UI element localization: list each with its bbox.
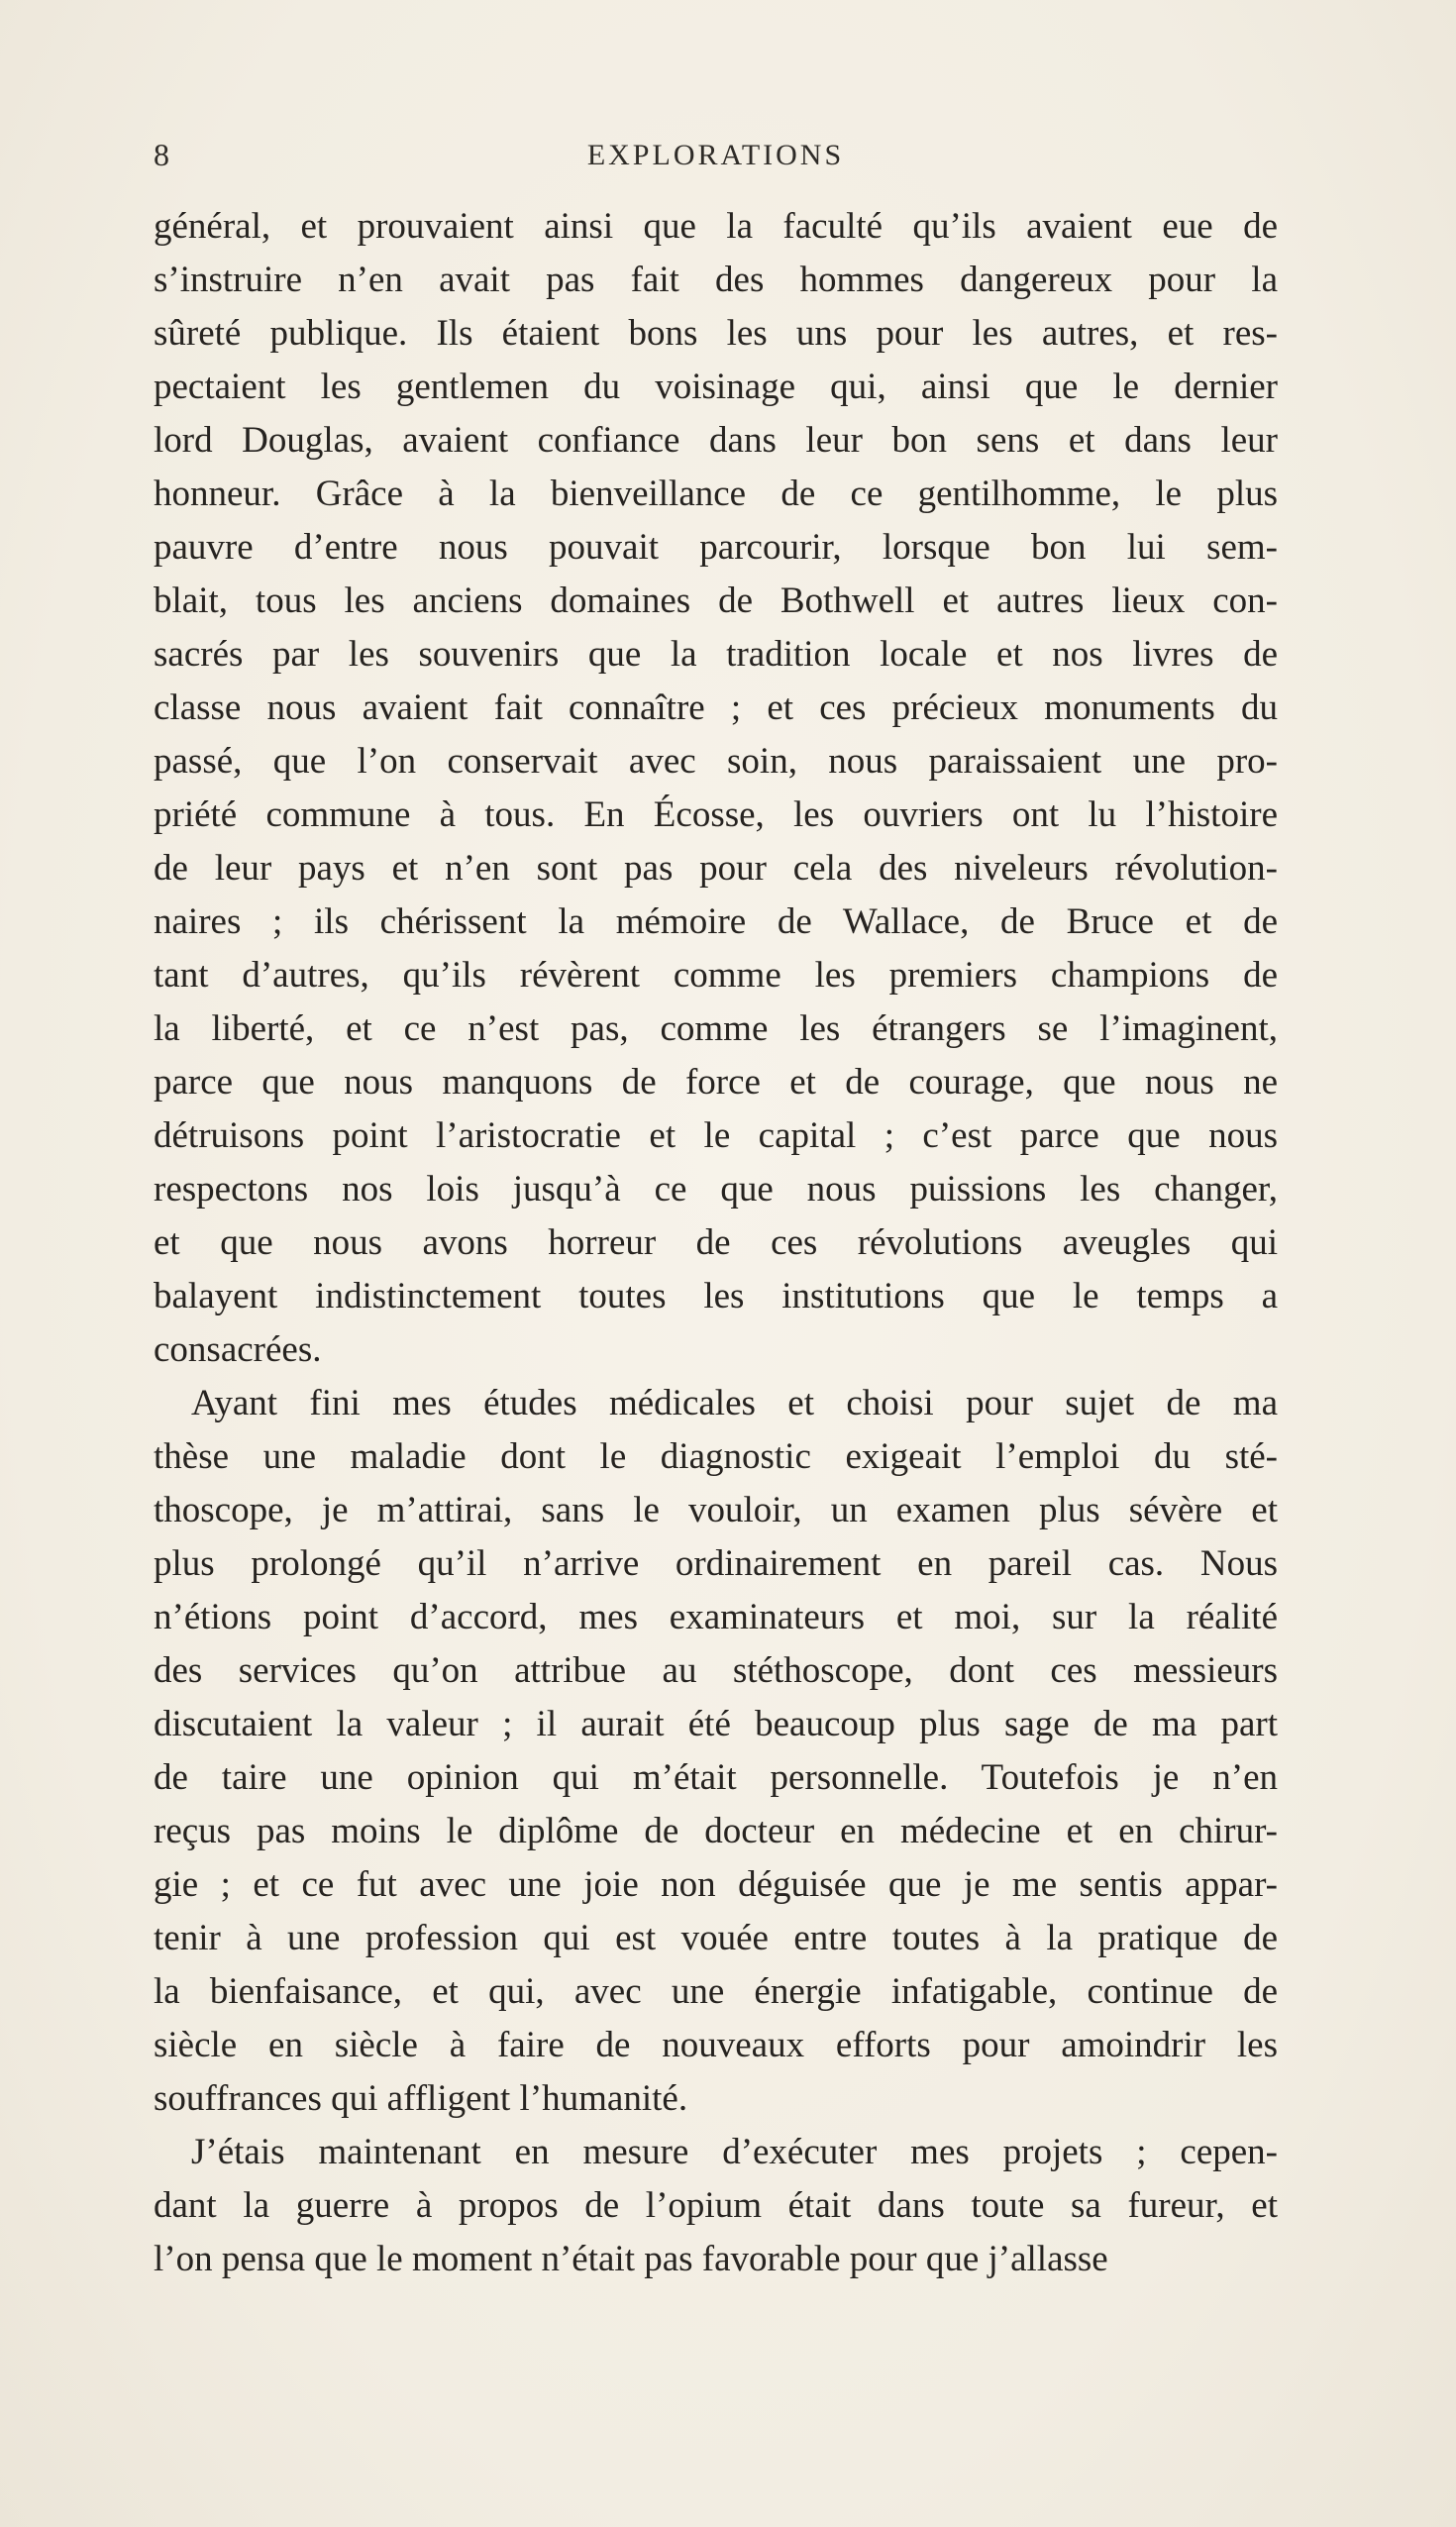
text-line: n’étions point d’accord, mes examinateurs et moi, sur la réalité bbox=[154, 1597, 1278, 1637]
text-line: et que nous avons horreur de ces révolutions aveugles qui bbox=[154, 1222, 1278, 1263]
text-line: lord Douglas, avaient confiance dans leur bon sens et dans leur bbox=[154, 420, 1278, 461]
text-line: J’étais maintenant en mesure d’exécuter mes projets ; cepen- bbox=[191, 2132, 1278, 2172]
text-line: gie ; et ce fut avec une joie non déguisée que je me sentis appar- bbox=[154, 1864, 1278, 1905]
running-head bbox=[154, 137, 1278, 186]
text-line: priété commune à tous. En Écosse, les ouvriers ont lu l’histoire bbox=[154, 794, 1278, 835]
paragraph bbox=[154, 1377, 1278, 2126]
body-text bbox=[154, 200, 1278, 2286]
text-line: Ayant fini mes études médicales et choisi pour sujet de ma bbox=[191, 1383, 1278, 1423]
text-line: sûreté publique. Ils étaient bons les uns pour les autres, et res- bbox=[154, 313, 1278, 354]
text-line: tant d’autres, qu’ils révèrent comme les premiers champions de bbox=[154, 955, 1278, 996]
text-line: la liberté, et ce n’est pas, comme les étrangers se l’imaginent, bbox=[154, 1008, 1278, 1049]
text-line: l’on pensa que le moment n’était pas favorable pour que j’allasse bbox=[154, 2239, 1108, 2279]
text-line: naires ; ils chérissent la mémoire de Wallace, de Bruce et de bbox=[154, 901, 1278, 942]
text-line: thoscope, je m’attirai, sans le vouloir, un examen plus sévère et bbox=[154, 1490, 1278, 1530]
running-title: EXPLORATIONS bbox=[586, 139, 845, 171]
text-line: s’instruire n’en avait pas fait des hommes dangereux pour la bbox=[154, 260, 1278, 300]
text-line: des services qu’on attribue au stéthoscope, dont ces messieurs bbox=[154, 1650, 1278, 1691]
text-line: pectaient les gentlemen du voisinage qui, ainsi que le dernier bbox=[154, 367, 1278, 407]
text-line: discutaient la valeur ; il aurait été beaucoup plus sage de ma part bbox=[154, 1704, 1278, 1744]
text-line: honneur. Grâce à la bienveillance de ce gentilhomme, le plus bbox=[154, 474, 1278, 514]
text-line: reçus pas moins le diplôme de docteur en médecine et en chirur- bbox=[154, 1811, 1278, 1851]
paragraph bbox=[154, 200, 1278, 1377]
text-line: classe nous avaient fait connaître ; et ces précieux monuments du bbox=[154, 687, 1278, 728]
text-line: de taire une opinion qui m’était personnelle. Toutefois je n’en bbox=[154, 1757, 1278, 1798]
text-line: consacrées. bbox=[154, 1329, 322, 1370]
text-line: parce que nous manquons de force et de courage, que nous ne bbox=[154, 1062, 1278, 1103]
text-line: souffrances qui affligent l’humanité. bbox=[154, 2078, 688, 2119]
text-line: la bienfaisance, et qui, avec une énergie infatigable, continue de bbox=[154, 1971, 1278, 2012]
paragraph bbox=[154, 2126, 1278, 2286]
text-line: plus prolongé qu’il n’arrive ordinairement en pareil cas. Nous bbox=[154, 1543, 1278, 1584]
text-line: balayent indistinctement toutes les institutions que le temps a bbox=[154, 1276, 1278, 1316]
page-number: 8 bbox=[154, 137, 169, 172]
text-line: sacrés par les souvenirs que la tradition locale et nos livres de bbox=[154, 634, 1278, 675]
text-line: détruisons point l’aristocratie et le capital ; c’est parce que nous bbox=[154, 1115, 1278, 1156]
text-line: dant la guerre à propos de l’opium était dans toute sa fureur, et bbox=[154, 2185, 1278, 2226]
text-line: général, et prouvaient ainsi que la faculté qu’ils avaient eue de bbox=[154, 206, 1278, 247]
text-line: thèse une maladie dont le diagnostic exigeait l’emploi du sté- bbox=[154, 1436, 1278, 1477]
text-line: pauvre d’entre nous pouvait parcourir, lorsque bon lui sem- bbox=[154, 527, 1278, 568]
text-line: passé, que l’on conservait avec soin, nous paraissaient une pro- bbox=[154, 741, 1278, 782]
text-line: tenir à une profession qui est vouée entre toutes à la pratique de bbox=[154, 1918, 1278, 1958]
text-line: de leur pays et n’en sont pas pour cela des niveleurs révolution- bbox=[154, 848, 1278, 889]
text-line: respectons nos lois jusqu’à ce que nous puissions les changer, bbox=[154, 1169, 1278, 1210]
text-line: siècle en siècle à faire de nouveaux efforts pour amoindrir les bbox=[154, 2025, 1278, 2065]
text-line: blait, tous les anciens domaines de Bothwell et autres lieux con- bbox=[154, 580, 1278, 621]
